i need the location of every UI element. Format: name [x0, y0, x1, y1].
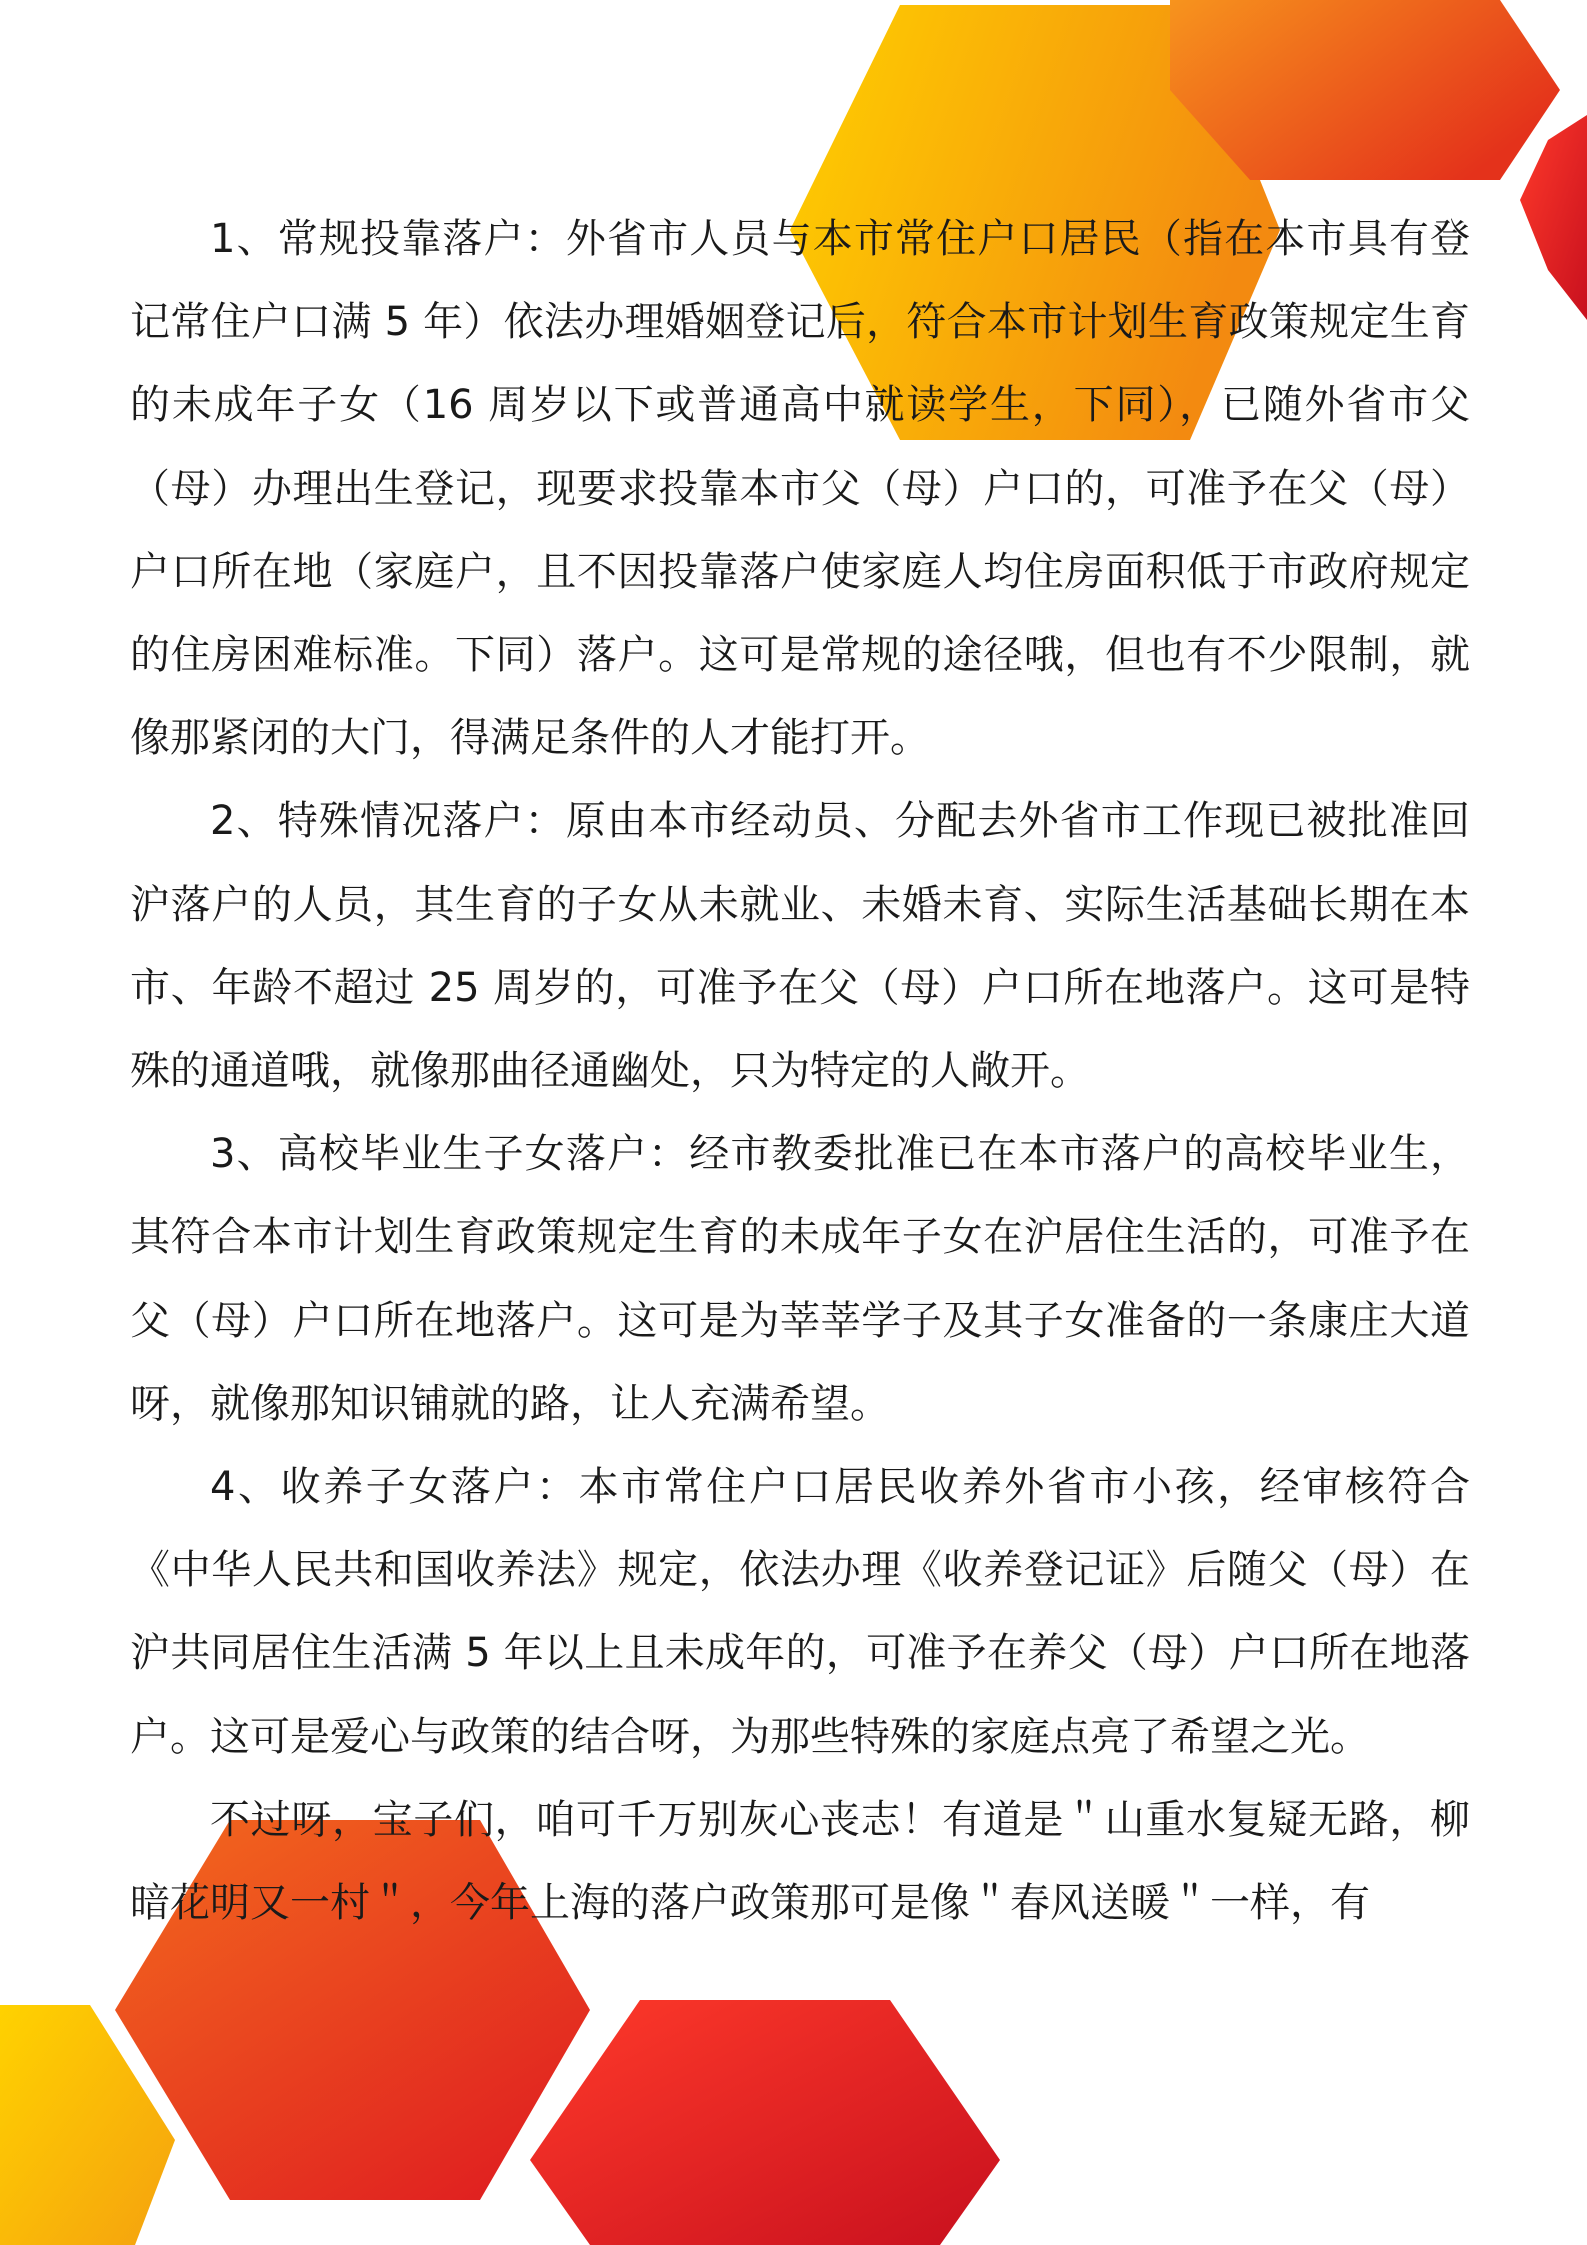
document-body [130, 198, 1470, 1945]
hexagon-orange-top [1170, 0, 1560, 180]
hexagon-red-right [1520, 115, 1587, 320]
paragraph: 4、收养子女落户：本市常住户口居民收养外省市小孩，经审核符合《中华人民共和国收养法》规定，依法办理《收养登记证》后随父（母）在沪共同居住生活满 5 年以上且未成年的，可准予在养父（母）户口所在地落户。这可是爱心与政策的结合呀，为那些特殊的家庭点亮了希望之光。 [130, 1464, 1470, 1760]
paragraph: 不过呀，宝子们，咱可千万别灰心丧志！有道是＂山重水复疑无路，柳暗花明又一村＂，今年上海的落户政策那可是像＂春风送暖＂一样，有 [130, 1796, 1470, 1927]
paragraph: 1、常规投靠落户：外省市人员与本市常住户口居民（指在本市具有登记常住户口满 5 年）依法办理婚姻登记后，符合本市计划生育政策规定生育的未成年子女（16 周岁以下或普通高中就读学生，下同），已随外省市父（母）办理出生登记，现要求投靠本市父（母）户口的，可准予在父（母）户口所在地（家庭户，且不因投靠落户使家庭人均住房面积低于市政府规定的住房困难标准。下同）落户。这可是常规的途径哦，但也有不少限制，就像那紧闭的大门，得满足条件的人才能打开。 [130, 216, 1470, 762]
paragraph: 3、高校毕业生子女落户：经市教委批准已在本市落户的高校毕业生，其符合本市计划生育政策规定生育的未成年子女在沪居住生活的，可准予在父（母）户口所在地落户。这可是为莘莘学子及其子女准备的一条康庄大道呀，就像那知识铺就的路，让人充满希望。 [130, 1131, 1470, 1427]
paragraph: 2、特殊情况落户：原由本市经动员、分配去外省市工作现已被批准回沪落户的人员，其生育的子女从未就业、未婚未育、实际生活基础长期在本市、年龄不超过 25 周岁的，可准予在父（母）户口所在地落户。这可是特殊的通道哦，就像那曲径通幽处，只为特定的人敞开。 [130, 798, 1470, 1095]
hexagon-red-bottom [530, 2000, 1000, 2245]
